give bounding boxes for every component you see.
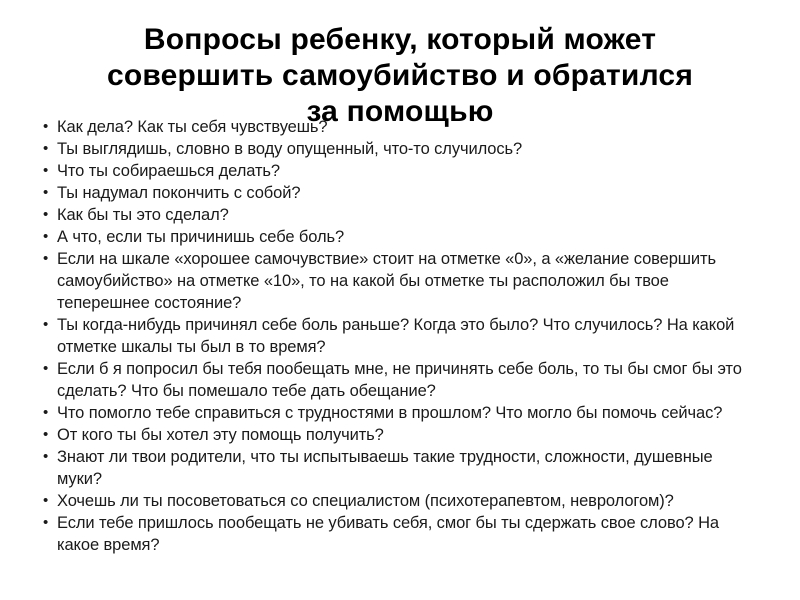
list-item [43,160,755,182]
slide-body [43,116,755,556]
list-item [43,424,755,446]
slide-title-line: Вопросы ребенку, который может [143,23,657,56]
question-text: А что, если ты причинишь себе боль? [57,228,345,246]
bullet-icon: • [43,118,49,135]
question-text: Как дела? Как ты себя чувствуешь? [57,118,328,136]
bullet-icon: • [43,162,49,179]
list-item [43,226,755,248]
question-text: Как бы ты это сделал? [57,206,229,224]
question-text: Знают ли твои родители, что ты испытываешь такие трудности, сложности, душевные муки? [57,448,713,488]
list-item [43,116,755,138]
question-text: Ты надумал покончить с собой? [57,184,301,202]
bullet-icon: • [43,228,49,245]
question-text: Хочешь ли ты посоветоваться со специалистом (психотерапевтом, неврологом)? [57,492,674,510]
list-item [43,358,755,402]
bullet-icon: • [43,426,49,443]
slide-title-line: за помощью [306,95,494,128]
list-item [43,402,755,424]
bullet-icon: • [43,404,49,421]
bullet-icon: • [43,448,49,465]
bullet-icon: • [43,140,49,157]
question-text: Если на шкале «хорошее самочувствие» стоит на отметке «0», а «желание совершить самоубийство» на отметке «10», то на какой бы отметке ты расположил бы твое теперешнее состояние? [57,250,716,312]
list-item [43,490,755,512]
question-text: Если б я попросил бы тебя пообещать мне, не причинять себе боль, то ты бы смог бы это сделать? Что бы помешало тебе дать обещание? [57,360,742,400]
question-text: Ты выглядишь, словно в воду опущенный, что-то случилось? [57,140,523,158]
list-item [43,182,755,204]
question-list [43,116,755,556]
bullet-icon: • [43,184,49,201]
bullet-icon: • [43,250,49,267]
bullet-icon: • [43,360,49,377]
slide-title-line: совершить самоубийство и обратился [106,59,694,92]
question-text: Что ты собираешься делать? [57,162,280,180]
list-item [43,446,755,490]
list-item [43,314,755,358]
bullet-icon: • [43,316,49,333]
question-text: От кого ты бы хотел эту помощь получить? [57,426,384,444]
list-item [43,138,755,160]
question-text: Ты когда-нибудь причинял себе боль раньше? Когда это было? Что случилось? На какой отметке шкалы ты был в то время? [57,316,735,356]
list-item [43,248,755,314]
bullet-icon: • [43,514,49,531]
question-text: Если тебе пришлось пообещать не убивать себя, смог бы ты сдержать свое слово? На какое время? [57,514,719,554]
question-text: Что помогло тебе справиться с трудностями в прошлом? Что могло бы помочь сейчас? [57,404,723,422]
list-item [43,204,755,226]
list-item [43,512,755,556]
bullet-icon: • [43,206,49,223]
bullet-icon: • [43,492,49,509]
slide-title [40,22,760,130]
